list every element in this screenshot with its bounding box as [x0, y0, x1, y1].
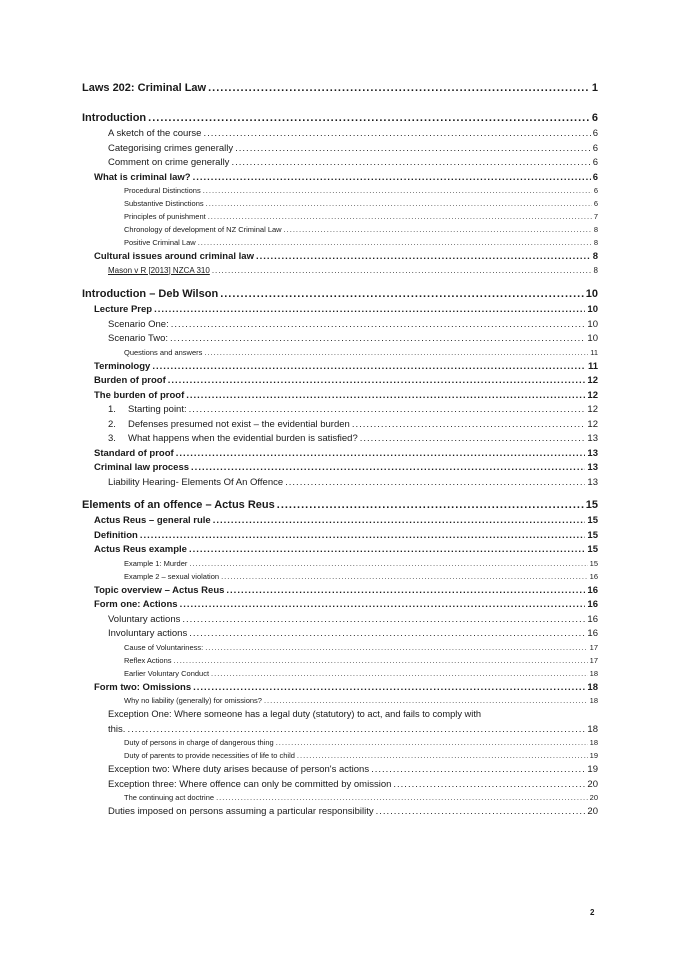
- toc-entry-topic-overview[interactable]: Topic overview – Actus Reus ..... 16: [82, 585, 598, 600]
- toc-entry-procedural[interactable]: Procedural Distinctions ..... 6: [82, 186, 598, 199]
- toc-entry-reflex[interactable]: Reflex Actions ..... 17: [82, 656, 598, 669]
- toc-entry-starting[interactable]: 1. Starting point: ..... 12: [82, 404, 598, 419]
- toc-entry-involuntary[interactable]: Involuntary actions ..... 16: [82, 628, 598, 643]
- toc-entry-continuing[interactable]: The continuing act doctrine ..... 20: [82, 793, 598, 806]
- toc-entry-chronology[interactable]: Chronology of development of NZ Criminal Law ..... 8: [82, 225, 598, 238]
- toc-entry-substantive[interactable]: Substantive Distinctions ..... 6: [82, 199, 598, 212]
- toc-entry-exception-three[interactable]: Exception three: Where offence can only be committed by omission ..... 20: [82, 779, 598, 794]
- toc-entry-defenses[interactable]: 2. Defenses presumed not exist – the evidential burden ..... 12: [82, 419, 598, 434]
- toc-entry-form-one[interactable]: Form one: Actions ..... 16: [82, 599, 598, 614]
- toc-entry-the-burden[interactable]: The burden of proof ..... 12: [82, 390, 598, 405]
- toc-entry-liability[interactable]: Liability Hearing- Elements Of An Offence ..... 13: [82, 477, 598, 492]
- toc-entry-example-2[interactable]: Example 2 – sexual violation ..... 16: [82, 572, 598, 585]
- toc-entry-example-1[interactable]: Example 1: Murder ..... 15: [82, 559, 598, 572]
- toc-entry-ar-example[interactable]: Actus Reus example ..... 15: [82, 544, 598, 559]
- toc-entry-principles[interactable]: Principles of punishment ..... 7: [82, 212, 598, 225]
- toc-entry-what-is[interactable]: What is criminal law? ..... 6: [82, 172, 598, 187]
- toc-entry-scenario-two[interactable]: Scenario Two: ..... 10: [82, 333, 598, 348]
- toc-entry-sketch[interactable]: A sketch of the course ..... 6: [82, 128, 598, 143]
- toc-entry-standard[interactable]: Standard of proof ..... 13: [82, 448, 598, 463]
- toc-entry-scenario-one[interactable]: Scenario One: ..... 10: [82, 319, 598, 334]
- toc-entry-cause[interactable]: Cause of Voluntariness: ..... 17: [82, 643, 598, 656]
- toc-entry-exception-two[interactable]: Exception two: Where duty arises because of person's actions ..... 19: [82, 764, 598, 779]
- toc-entry-why-no[interactable]: Why no liability (generally) for omissions? ..... 18: [82, 696, 598, 709]
- toc-entry-exception-one-line2[interactable]: this. ..... 18: [82, 724, 598, 739]
- toc-entry-comment[interactable]: Comment on crime generally ..... 6: [82, 157, 598, 172]
- toc-entry-cultural[interactable]: Cultural issues around criminal law ..... 8: [82, 251, 598, 266]
- toc-entry-duty-parents[interactable]: Duty of parents to provide necessities of life to child ..... 19: [82, 751, 598, 764]
- toc-entry-title[interactable]: Laws 202: Criminal Law ..... 1: [82, 82, 598, 98]
- toc-entry-voluntary[interactable]: Voluntary actions ..... 16: [82, 614, 598, 629]
- toc-entry-mason[interactable]: Mason v R [2013] NZCA 310 ..... 8: [82, 266, 598, 281]
- toc-entry-introduction[interactable]: Introduction ..... 6: [82, 112, 598, 128]
- toc-entry-terminology[interactable]: Terminology ..... 11: [82, 361, 598, 376]
- toc-entry-definition[interactable]: Definition ..... 15: [82, 530, 598, 545]
- toc-entry-earlier[interactable]: Earlier Voluntary Conduct ..... 18: [82, 669, 598, 682]
- toc-entry-exception-one-line1[interactable]: Exception One: Where someone has a legal duty (statutory) to act, and fails to comply with: [108, 709, 482, 719]
- toc-entry-qa[interactable]: Questions and answers ..... 11: [82, 348, 598, 361]
- page-number: 2: [590, 908, 595, 917]
- toc-entry-form-two[interactable]: Form two: Omissions ..... 18: [82, 682, 598, 697]
- toc-entry-duties[interactable]: Duties imposed on persons assuming a particular responsibility ..... 20: [82, 806, 598, 821]
- toc-entry-general-rule[interactable]: Actus Reus – general rule ..... 15: [82, 515, 598, 530]
- toc-entry-categorising[interactable]: Categorising crimes generally ..... 6: [82, 143, 598, 158]
- toc-entry-positive[interactable]: Positive Criminal Law ..... 8: [82, 238, 598, 251]
- toc-entry-what-happens[interactable]: 3. What happens when the evidential burden is satisfied? ..... 13: [82, 433, 598, 448]
- toc-entry-lecture-prep[interactable]: Lecture Prep ..... 10: [82, 304, 598, 319]
- toc-entry-burden[interactable]: Burden of proof ..... 12: [82, 375, 598, 390]
- toc-entry-process[interactable]: Criminal law process ..... 13: [82, 462, 598, 477]
- toc-entry-intro-deb[interactable]: Introduction – Deb Wilson ..... 10: [82, 288, 598, 304]
- toc-entry-duty-persons[interactable]: Duty of persons in charge of dangerous thing ..... 18: [82, 738, 598, 751]
- table-of-contents: [82, 82, 598, 821]
- toc-entry-elements[interactable]: Elements of an offence – Actus Reus ..... 15: [82, 499, 598, 515]
